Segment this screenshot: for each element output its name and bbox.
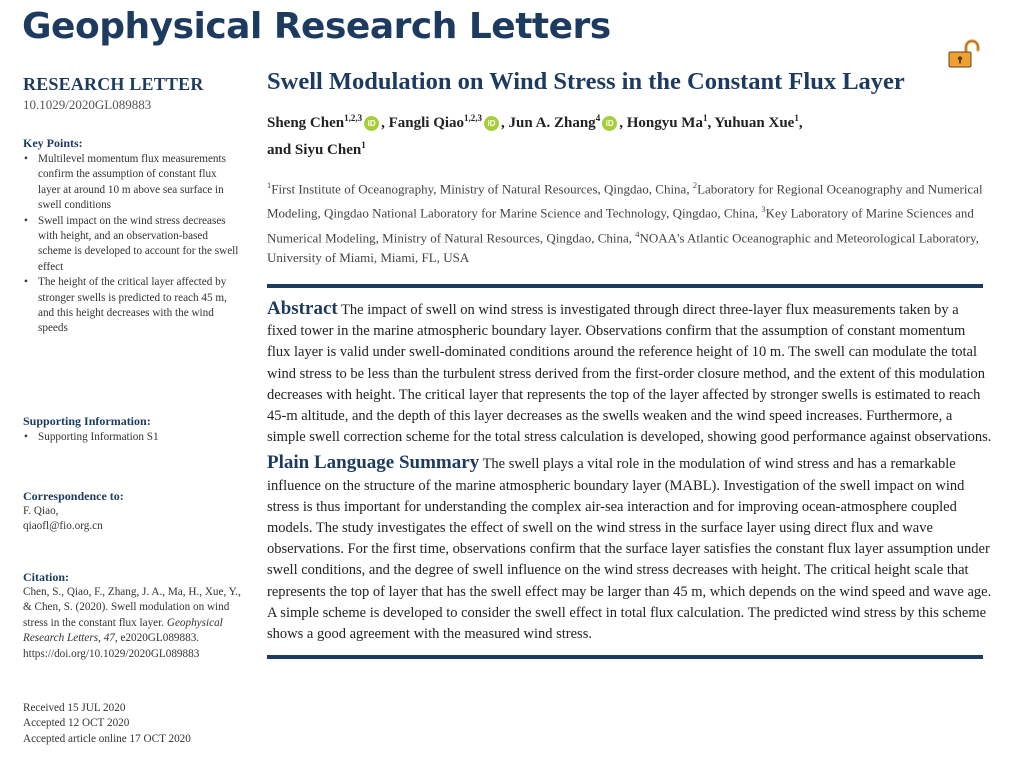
key-points-list xyxy=(23,152,241,337)
orcid-icon[interactable]: iD xyxy=(364,116,379,131)
author-affiliation-marker: 4 xyxy=(595,113,601,123)
author-separator: , xyxy=(501,115,509,131)
journal-title: Geophysical Research Letters xyxy=(22,6,611,47)
abstract xyxy=(267,298,992,448)
author xyxy=(714,115,802,131)
affiliation-marker: 4 xyxy=(635,228,640,239)
plain-language-summary xyxy=(267,452,992,645)
key-point: • The height of the critical layer affected by stronger swells is predicted to reach 45 m, and this height decreases with the wind speeds xyxy=(23,275,241,337)
author-separator: , xyxy=(381,115,389,131)
article-type: RESEARCH LETTER xyxy=(23,74,204,94)
affiliation-text: Laboratory for Regional Oceanography and Numerical Modeling, Qingdao National Laboratory for Marine Science and Technology, Qingdao, China, xyxy=(267,181,983,221)
doi[interactable]: 10.1029/2020GL089883 xyxy=(23,97,152,112)
author-separator: , xyxy=(619,115,627,131)
affiliation-marker: 2 xyxy=(692,180,698,190)
citation-volume: 47 xyxy=(103,632,115,645)
author xyxy=(267,115,389,131)
pls-text: The swell plays a vital role in the modulation of wind stress and has a remarkable influence on the structure of the marine atmospheric boundary layer (MABL). Investigation of the swell impact on wind stress is thus important for understanding the complex air-sea interaction and for improving ocean-atmosphere coupled models. The study investigates the effect of swell on the wind stress in the surface layer using direct flux and wave observations. For the first time, observations confirm that the surface layer satisfies the constant flux layer assumption under swell conditions, and the degree of swell influence on the wind stress decreases with height. The critical height scale that represents the top of layer that has the swell effect may be larger than 45 m, which depends on the wind speed and wave age. A simple scheme is developed to consider the swell effect in total flux calculation. The predicted wind stress by this scheme shows a good agreement with the measured wind stress. xyxy=(267,456,992,643)
divider xyxy=(267,284,983,288)
correspondence-name: F. Qiao, xyxy=(23,505,59,517)
author-list xyxy=(267,107,927,161)
author-name: Yuhuan Xue xyxy=(714,115,795,131)
key-point: • Multilevel momentum flux measurements confirm the assumption of constant flux layer at around 10 m above sea surface in swell conditions xyxy=(23,152,241,214)
affiliation-text: NOAA's Atlantic Oceanographic and Meteorological Laboratory, University of Miami, Miami, FL, USA xyxy=(267,229,979,265)
citation-text xyxy=(23,585,241,662)
author-name: and Siyu Chen xyxy=(267,142,362,158)
author-affiliation-marker: 1,2,3 xyxy=(344,113,363,123)
key-points xyxy=(23,136,241,337)
citation-part: Chen, S., Qiao, F., Zhang, J. A., Ma, H., Xue, Y., & Chen, S. (2020). Swell modulation on wind stress in the constant flux layer. xyxy=(23,586,241,629)
author-name: Jun A. Zhang xyxy=(508,115,596,131)
affiliation-text: First Institute of Oceanography, Ministry of Natural Resources, Qingdao, China, xyxy=(271,181,693,197)
divider xyxy=(267,655,983,659)
author xyxy=(509,115,627,131)
author-separator: , xyxy=(707,115,715,131)
supporting-heading: Supporting Information: xyxy=(23,414,151,428)
correspondence xyxy=(23,489,124,535)
citation-doi: , e2020GL089883. https://doi.org/10.1029/2020GL089883 xyxy=(23,632,200,660)
author-separator: , xyxy=(798,115,803,131)
author xyxy=(627,115,715,131)
author-affiliation-marker: 1 xyxy=(702,113,708,123)
sidebar xyxy=(23,74,241,745)
key-point: • Swell impact on the wind stress decreases with height, and an observation-based scheme is developed to account for the swell effect xyxy=(23,214,241,276)
author-affiliation-marker: 1,2,3 xyxy=(464,113,483,123)
citation-heading: Citation: xyxy=(23,570,69,584)
author xyxy=(389,115,509,131)
orcid-icon[interactable]: iD xyxy=(484,116,499,131)
abstract-heading: Abstract xyxy=(267,297,338,319)
author-name: Sheng Chen xyxy=(267,115,345,131)
author-affiliation-marker: 1 xyxy=(361,140,366,150)
affiliation-marker: 3 xyxy=(761,204,766,215)
main-content xyxy=(267,66,992,659)
citation xyxy=(23,570,241,662)
open-access-lock-icon xyxy=(946,38,982,68)
supporting-information xyxy=(23,414,159,445)
affiliations xyxy=(267,175,987,268)
citation-journal: Geophysical Research Letters xyxy=(23,616,223,645)
affiliation-marker: 1 xyxy=(267,180,272,190)
correspondence-email[interactable]: qiaofl@fio.org.cn xyxy=(23,520,103,533)
correspondence-heading: Correspondence to: xyxy=(23,489,124,503)
abstract-text: The impact of swell on wind stress is investigated through direct three-layer flux measurements taken by a fixed tower in the marine atmospheric boundary layer. Observations confirm that the assumption of constant momentum flux layer is valid under swell-dominated conditions around the reference height of 10 m. The swell can modulate the total wind stress to be less than the turbulent stress derived from the first-order closure method, and the extent of this modulation decreases with height. The critical layer that represents the top of the layer affected by stronger swells is estimated to reach 45-m altitude, and the depth of this layer decreases as the swells weaken and the wind speed increases. Furthermore, a simple swell correction scheme for the total stress calculation is developed, showing good performance against observations. xyxy=(267,301,992,446)
key-points-heading: Key Points: xyxy=(23,136,83,150)
author-name: Fangli Qiao xyxy=(388,115,465,131)
article-title: Swell Modulation on Wind Stress in the Constant Flux Layer xyxy=(267,68,905,95)
citation-sep: , xyxy=(98,632,104,645)
affiliation-text: Key Laboratory of Marine Sciences and Numerical Modeling, Ministry of Natural Resources, Qingdao, China, xyxy=(267,205,974,245)
supporting-link[interactable]: • Supporting Information S1 xyxy=(23,430,159,445)
author xyxy=(267,142,366,158)
article-dates xyxy=(23,701,191,747)
author-name: Hongyu Ma xyxy=(626,115,703,131)
date-online: Accepted article online 17 OCT 2020 xyxy=(23,732,191,745)
author-affiliation-marker: 1 xyxy=(794,113,799,123)
date-accepted: Accepted 12 OCT 2020 xyxy=(23,717,130,730)
orcid-icon[interactable]: iD xyxy=(602,116,617,131)
pls-heading: Plain Language Summary xyxy=(267,452,480,474)
date-received: Received 15 JUL 2020 xyxy=(23,702,126,714)
